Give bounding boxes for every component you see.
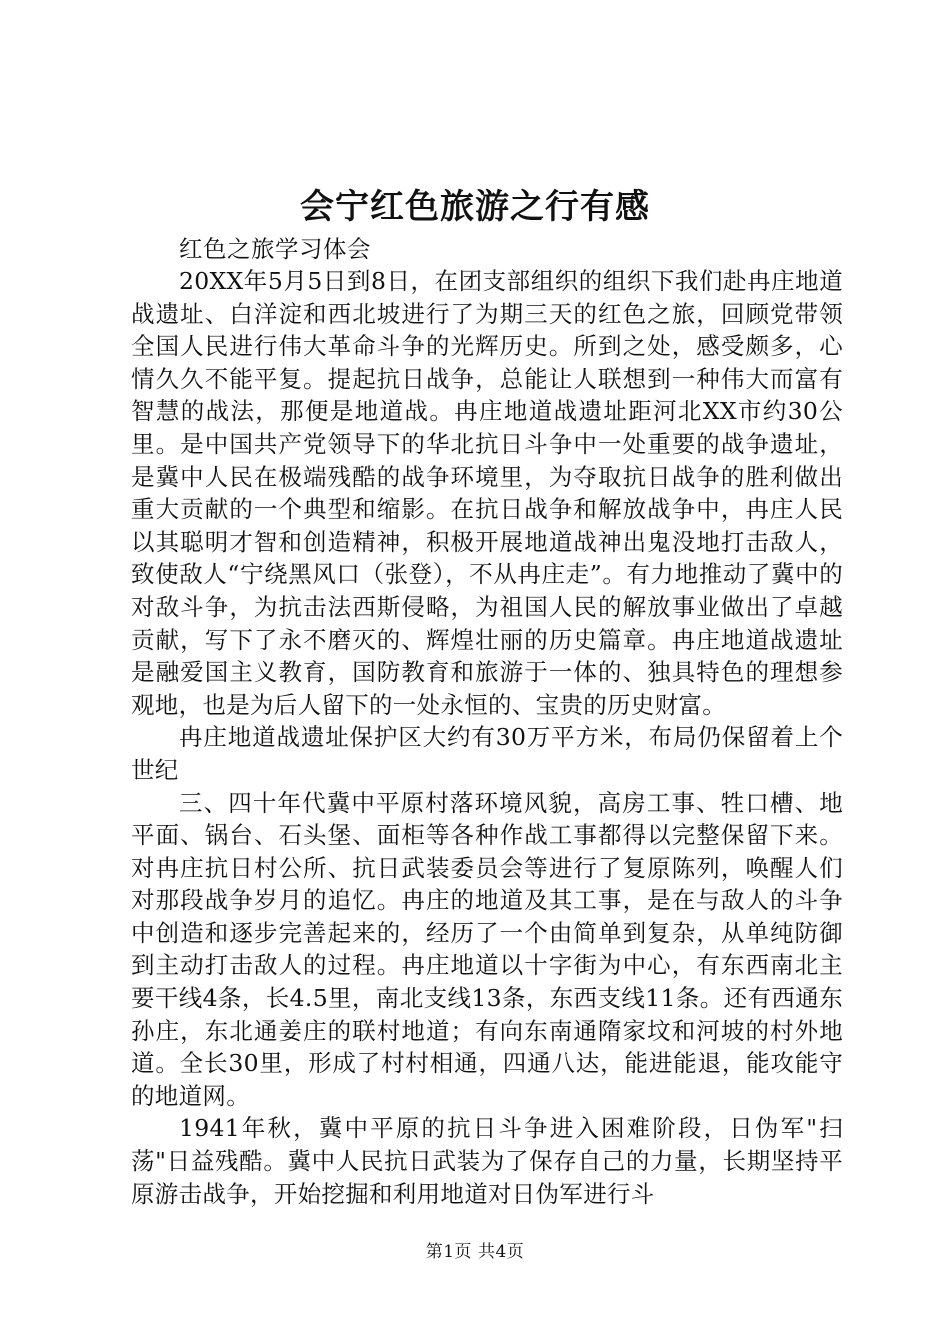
paragraph-2: 冉庄地道战遗址保护区大约有30万平方米，布局仍保留着上个世纪 [131,723,843,784]
paragraph-3: 三、四十年代冀中平原村落环境风貌，高房工事、牲口槽、地平面、锅台、石头堡、面柜等各种作战工事都得以完整保留下来。对冉庄抗日村公所、抗日武装委员会等进行了复原陈列，唤醒人们对那段战争岁月的追忆。冉庄的地道及其工事，是在与敌人的斗争中创造和逐步完善起来的，经历了一个由简单到复杂，从单纯防御到主动打击敌人的过程。冉庄地道以十字街为中心，有东西南北主要干线4条，长4.5里，南北支线13条，东西支线11条。还有西通东孙庄，东北通姜庄的联村地道；有向东南通隋家坟和河坡的村外地道。全长30里，形成了村村相通，四通八达，能进能退，能攻能守的地道网。 [131,788,843,1110]
document-title: 会宁红色旅游之行有感 [300,187,650,227]
paragraph-1: 20XX年5月5日到8日，在团支部组织的组织下我们赴冉庄地道战遗址、白洋淀和西北坡进行了为期三天的红色之旅，回顾党带领全国人民进行伟大革命斗争的光辉历史。所到之处，感受颇多，心情久久不能平复。提起抗日战争，总能让人联想到一种伟大而富有智慧的战法，那便是地道战。冉庄地道战遗址距河北XX市约30公里。是中国共产党领导下的华北抗日斗争中一处重要的战争遗址，是冀中人民在极端残酷的战争环境里，为夺取抗日战争的胜利做出重大贡献的一个典型和缩影。在抗日战争和解放战争中，冉庄人民以其聪明才智和创造精神，积极开展地道战神出鬼没地打击敌人，致使敌人“宁绕黑风口（张登），不从冉庄走”。有力地推动了冀中的对敌斗争，为抗击法西斯侵略，为祖国人民的解放事业做出了卓越贡献，写下了永不磨灭的、辉煌壮丽的历史篇章。冉庄地道战遗址是融爱国主义教育，国防教育和旅游于一体的、独具特色的理想参观地，也是为后人留下的一处永恒的、宝贵的历史财富。 [131,267,843,719]
document-body [131,233,843,1210]
paragraph-4: 1941年秋，冀中平原的抗日斗争进入困难阶段，日伪军"扫荡"日益残酷。冀中人民抗日武装为了保存自己的力量，长期坚持平原游击战争，开始挖掘和利用地道对日伪军进行斗 [131,1114,843,1208]
page-number-footer: 第1页 共4页 [425,1242,525,1262]
document-subtitle: 红色之旅学习体会 [179,235,371,263]
